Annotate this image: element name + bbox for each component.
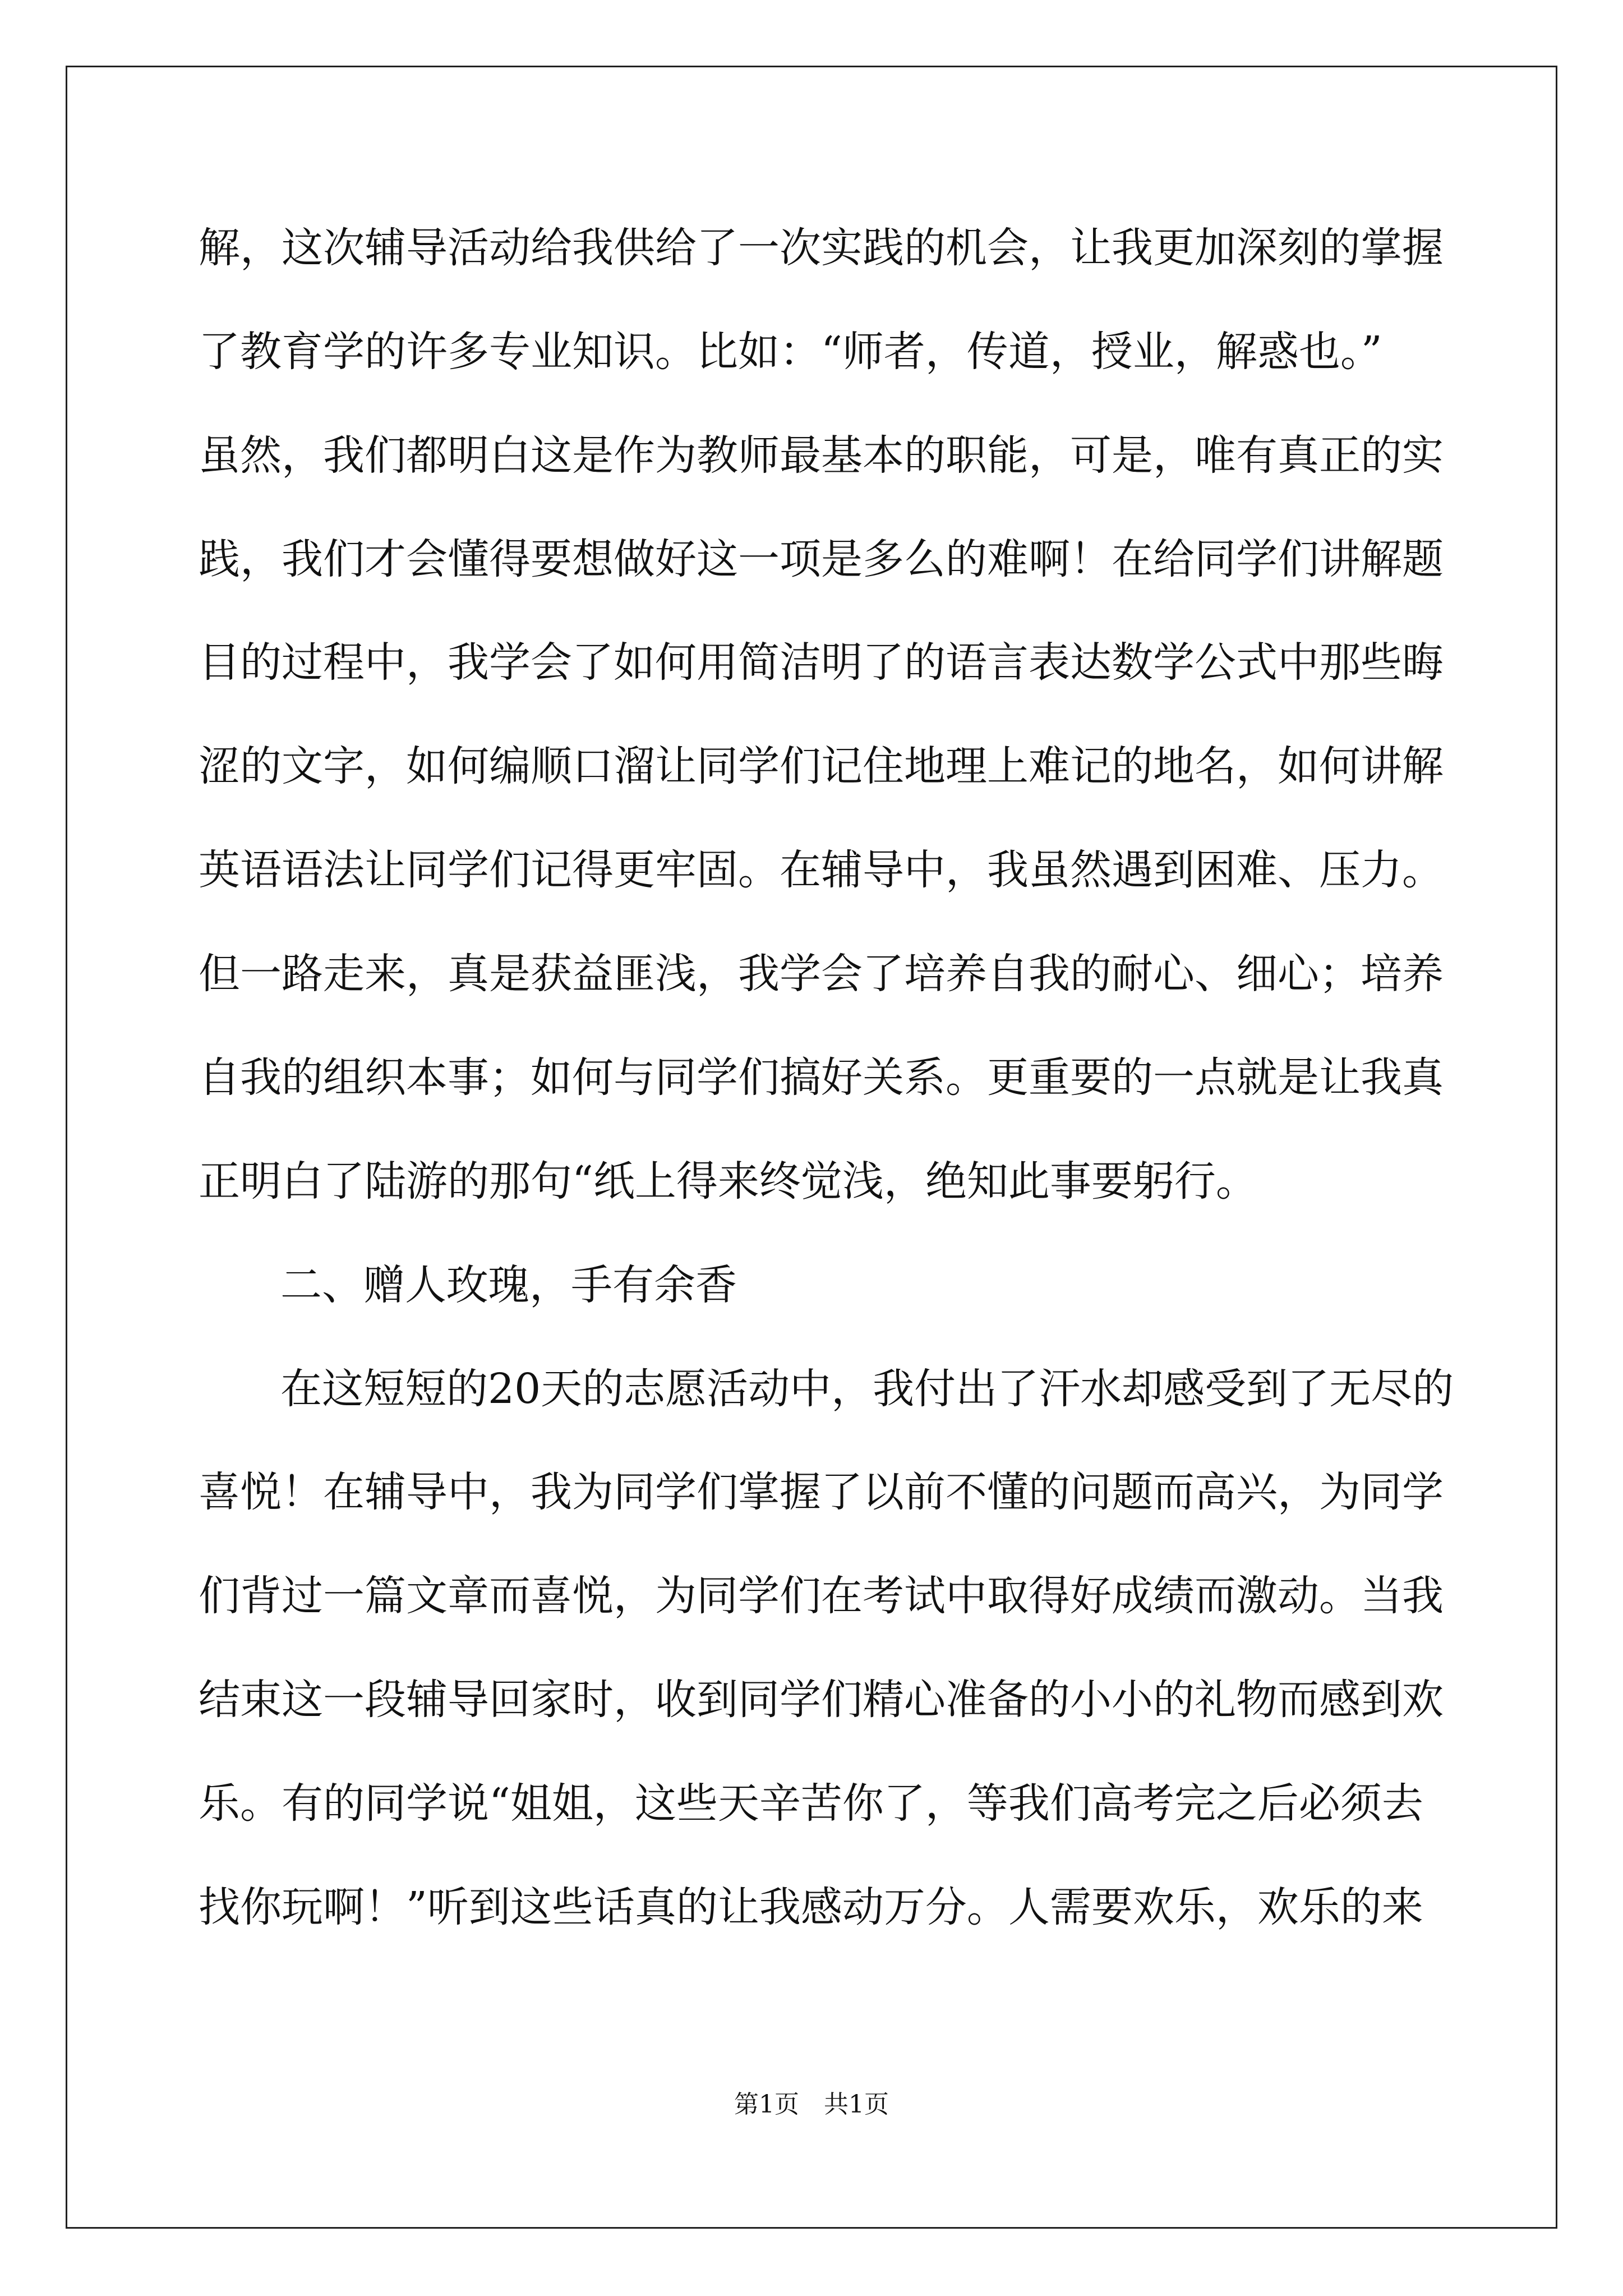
body-text-line: 正明白了陆游的那句“纸上得来终觉浅，绝知此事要躬行。: [199, 1157, 1257, 1205]
body-text-line: 涩的文字，如何编顺口溜让同学们记住地理上难记的地名，如何讲解: [199, 742, 1444, 790]
body-text-line: 解，这次辅导活动给我供给了一次实践的机会，让我更加深刻的掌握: [199, 224, 1444, 272]
body-text-line: 们背过一篇文章而喜悦，为同学们在考试中取得好成绩而激动。当我: [199, 1572, 1444, 1620]
body-text-line: 结束这一段辅导回家时，收到同学们精心准备的小小的礼物而感到欢: [199, 1676, 1444, 1724]
page-footer: 第1页 共1页: [734, 2090, 889, 2119]
body-text-line: 找你玩啊！”听到这些话真的让我感动万分。人需要欢乐，欢乐的来: [199, 1883, 1423, 1931]
body-text-line: 虽然，我们都明白这是作为教师最基本的职能，可是，唯有真正的实: [199, 431, 1444, 480]
body-text-line: 但一路走来，真是获益匪浅，我学会了培养自我的耐心、细心；培养: [199, 950, 1444, 998]
body-text-line: 目的过程中，我学会了如何用简洁明了的语言表达数学公式中那些晦: [199, 638, 1444, 687]
body-text-line: 自我的组织本事；如何与同学们搞好关系。更重要的一点就是让我真: [199, 1053, 1444, 1102]
body-text-line: 喜悦！在辅导中，我为同学们掌握了以前不懂的问题而高兴，为同学: [199, 1468, 1444, 1516]
body-text-line: 乐。有的同学说“姐姐，这些天辛苦你了，等我们高考完之后必须去: [199, 1779, 1423, 1828]
body-text-line: 英语语法让同学们记得更牢固。在辅导中，我虽然遇到困难、压力。: [199, 846, 1444, 894]
body-text-line: 了教育学的许多专业知识。比如：“师者，传道，授业，解惑也。”: [199, 328, 1382, 376]
body-text-line: 在这短短的20天的志愿活动中，我付出了汗水却感受到了无尽的: [280, 1365, 1454, 1413]
section-heading: 二、赠人玫瑰，手有余香: [280, 1261, 737, 1309]
body-text-line: 践，我们才会懂得要想做好这一项是多么的难啊！在给同学们讲解题: [199, 535, 1444, 583]
